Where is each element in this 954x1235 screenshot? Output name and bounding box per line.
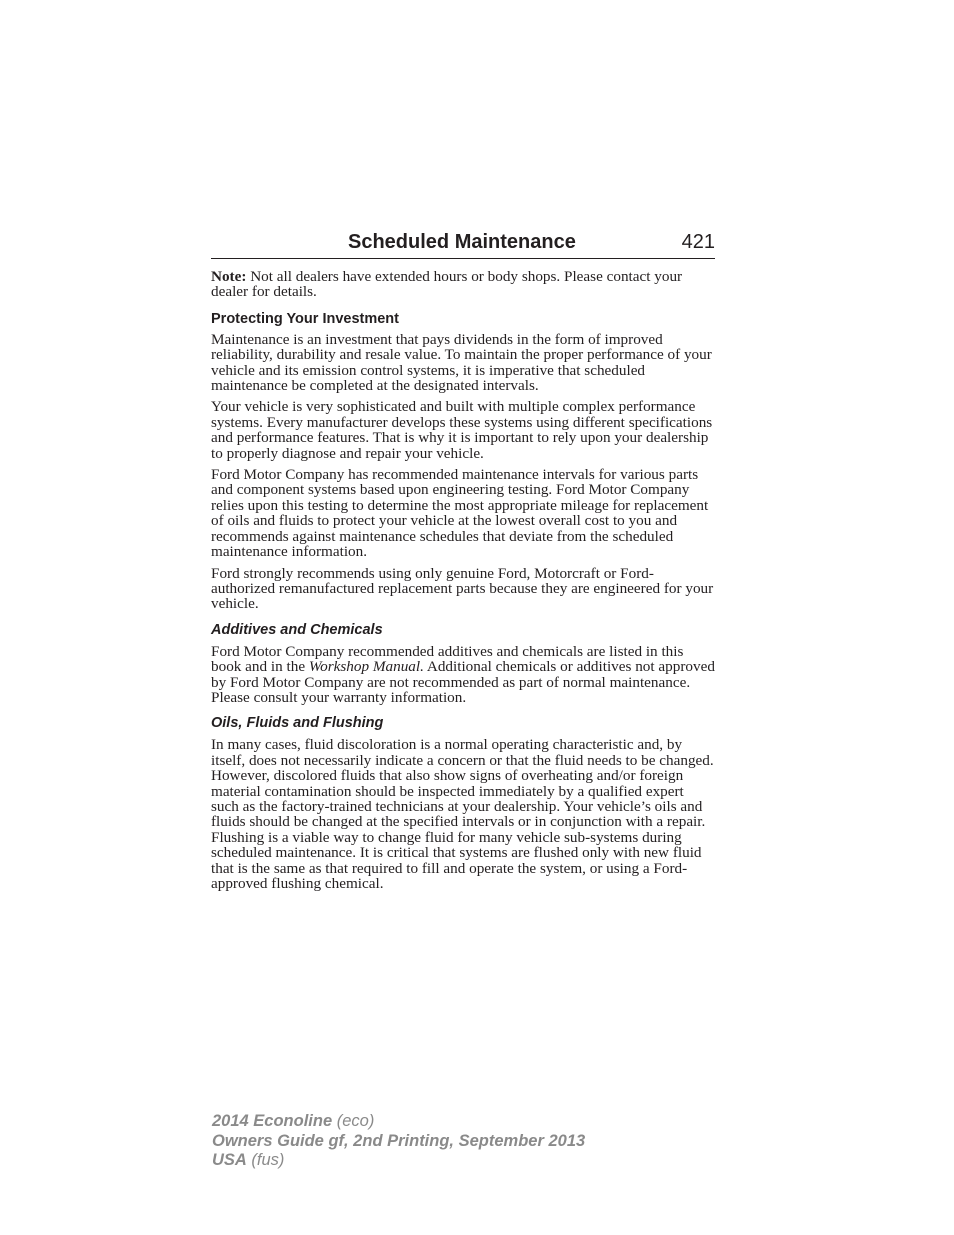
footer-line — [212, 1151, 585, 1171]
note-label: Note: — [211, 268, 247, 285]
text-run: Ford Motor Company recommended additives and chemicals are listed in this book and in the — [211, 642, 684, 676]
footer-model: 2014 Econoline — [212, 1112, 333, 1130]
page-title: Scheduled Maintenance — [348, 231, 576, 253]
paragraph: Ford strongly recommends using only genuine Ford, Motorcraft or Ford-authorized remanufactured replacement parts because they are engineered for your vehicle. — [211, 564, 714, 613]
page — [211, 228, 715, 891]
footer-edition: Owners Guide gf, 2nd Printing, September 2013 — [212, 1131, 586, 1150]
footer-market: USA — [212, 1151, 247, 1169]
heading-oils-fluids-flushing: Oils, Fluids and Flushing — [211, 715, 384, 732]
note-paragraph — [211, 269, 715, 300]
footer-model-code: (eco) — [332, 1112, 375, 1130]
heading-protecting-investment: Protecting Your Investment — [211, 310, 399, 327]
page-header — [211, 228, 715, 259]
footer-line — [212, 1112, 585, 1132]
paragraph: Your vehicle is very sophisticated and built with multiple complex performance systems. Every manufacturer develops these systems using different specifications and performance features. That is why it is important to rely upon your dealership to properly diagnose and repair your vehicle. — [211, 398, 713, 462]
page-number: 421 — [681, 231, 715, 253]
note-text: Not all dealers have extended hours or body shops. Please contact your dealer for details. — [211, 268, 683, 301]
footer-market-code: (fus) — [246, 1151, 285, 1169]
paragraph: In many cases, fluid discoloration is a normal operating characteristic and, by itself, does not necessarily indicate a concern or that the fluid needs to be changed. However, discolored fluids that also show signs of overheating and/or foreign material contamination should be inspected immediately by a qualified expert such as the factory-trained technicians at your dealership. Your vehicle’s oils and fluids should be changed at the specified intervals or in conjunction with a repair. Flushing is a viable way to change fluid for many vehicle sub-systems during scheduled maintenance. It is critical that systems are flushed only with new fluid that is the same as that required to fill and operate the system, or using a Ford-approved flushing chemical. — [211, 736, 714, 892]
paragraph: Ford Motor Company has recommended maintenance intervals for various parts and component systems based upon engineering testing. Ford Motor Company relies upon this testing to determine the most appropriate mileage for replacement of oils and fluids to protect your vehicle at the lowest overall cost to you and recommends against maintenance schedules that deviate from the scheduled maintenance information. — [211, 466, 709, 561]
paragraph — [211, 644, 715, 706]
page-content — [211, 259, 715, 891]
heading-additives-chemicals: Additives and Chemicals — [211, 621, 383, 638]
workshop-manual-title: Workshop Manual. — [308, 658, 424, 676]
text-run: Additional chemicals or additives not approved by Ford Motor Company are not recommended as part of normal maintenance. Please consult your warranty information. — [211, 658, 715, 706]
paragraph: Maintenance is an investment that pays dividends in the form of improved reliability, durability and resale value. To maintain the proper performance of your vehicle and its emission control systems, it is imperative that scheduled maintenance be completed at the designated intervals. — [211, 330, 712, 395]
page-footer — [212, 1112, 585, 1171]
